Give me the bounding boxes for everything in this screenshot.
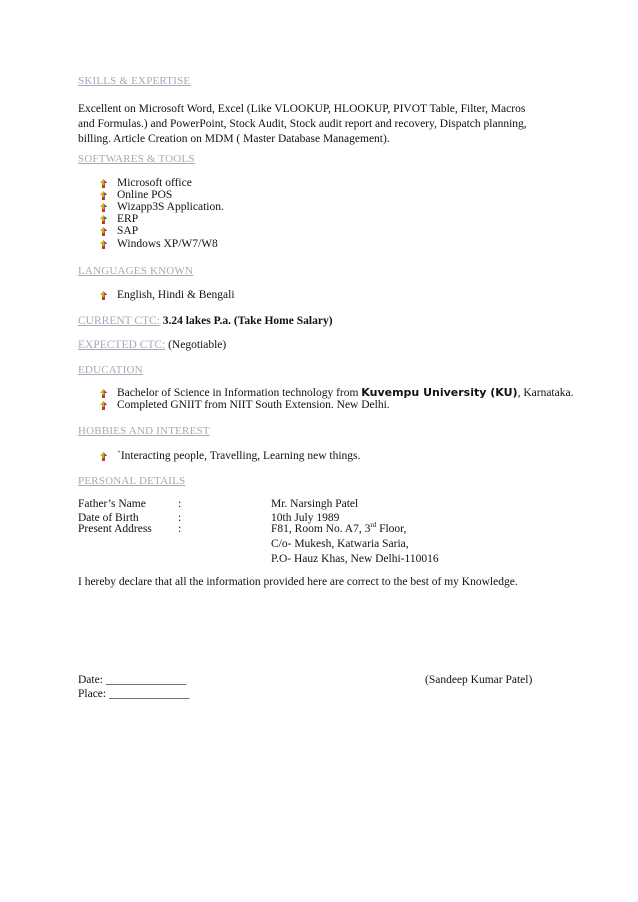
dob-label: Date of Birth [78,512,139,524]
education-heading: EDUCATION [78,364,143,376]
expected-ctc-value: (Negotiable) [168,339,227,351]
arrow-bullet-icon [98,226,109,237]
declaration-text: I hereby declare that all the information provided here are correct to the best of my Knowledge. [78,576,518,588]
arrow-bullet-icon [98,290,109,301]
father-row [78,497,578,512]
education-location: , Karnataka. [517,387,574,400]
education-degree: Bachelor of Science in Information technology from [117,387,362,400]
hobbies-list [98,450,360,462]
arrow-bullet-icon [98,178,109,189]
address-row [78,522,578,537]
father-colon: : [178,498,182,510]
list-item-text: Microsoft office [117,176,192,189]
languages-heading: LANGUAGES KNOWN [78,265,194,277]
dob-colon: : [178,512,182,524]
arrow-bullet-icon [98,214,109,225]
software-heading: SOFTWARES & TOOLS [78,153,195,165]
expected-ctc-line [78,338,548,353]
father-value: Mr. Narsingh Patel [271,498,359,510]
hobbies-heading: HOBBIES AND INTEREST [78,425,210,437]
address-line3: P.O- Hauz Khas, New Delhi-110016 [271,553,439,565]
list-item-text: Windows XP/W7/W8 [117,237,218,250]
father-label: Father’s Name [78,498,146,510]
list-item [98,238,224,250]
address-line1: F81, Room No. A7, 3rd Floor, [271,521,407,535]
current-ctc-line [78,314,548,329]
arrow-bullet-icon [98,451,109,462]
education-list [98,387,573,411]
list-item-text: ERP [117,213,139,226]
education-university: Kuvempu University (KU) [361,386,518,400]
current-ctc-value: 3.24 lakes P.a. (Take Home Salary) [162,315,333,327]
address-colon: : [178,523,182,535]
address-label: Present Address [78,523,152,535]
signature-name: (Sandeep Kumar Patel) [425,674,533,686]
arrow-bullet-icon [98,202,109,213]
address-row-2 [78,537,578,552]
expected-ctc-label: EXPECTED CTC: [78,339,166,351]
address-line2: C/o- Mukesh, Katwaria Saria, [271,538,409,550]
current-ctc-label: CURRENT CTC: [78,315,160,327]
dob-value: 10th July 1989 [271,512,340,524]
list-item [98,289,235,301]
place-line: Place: ______________ [78,688,190,700]
arrow-bullet-icon [98,190,109,201]
list-item-text: English, Hindi & Bengali [117,288,235,301]
list-item [98,450,360,462]
list-item-text: Online POS [117,188,173,201]
list-item-text: `Interacting people, Travelling, Learning new things. [117,449,361,462]
list-item-text: SAP [117,225,139,238]
software-list [98,177,224,250]
personal-heading: PERSONAL DETAILS [78,475,186,487]
skills-heading: SKILLS & EXPERTISE [78,75,191,87]
arrow-bullet-icon [98,400,109,411]
languages-list [98,289,235,301]
address-row-3 [78,552,578,567]
skills-text: Excellent on Microsoft Word, Excel (Like VLOOKUP, HLOOKUP, PIVOT Table, Filter, Macros and Formulas.) and PowerPoint, Stock Audit, Stock audit report and recovery, Dispatch planning, billing. Article Creation on MDM ( Master Database Management). [78,103,527,145]
arrow-bullet-icon [98,388,109,399]
date-line: Date: ______________ [78,674,187,686]
list-item-text: Wizapp3S Application. [117,200,224,213]
education-gniit: Completed GNIIT from NIIT South Extension. New Delhi. [117,398,390,411]
arrow-bullet-icon [98,239,109,250]
